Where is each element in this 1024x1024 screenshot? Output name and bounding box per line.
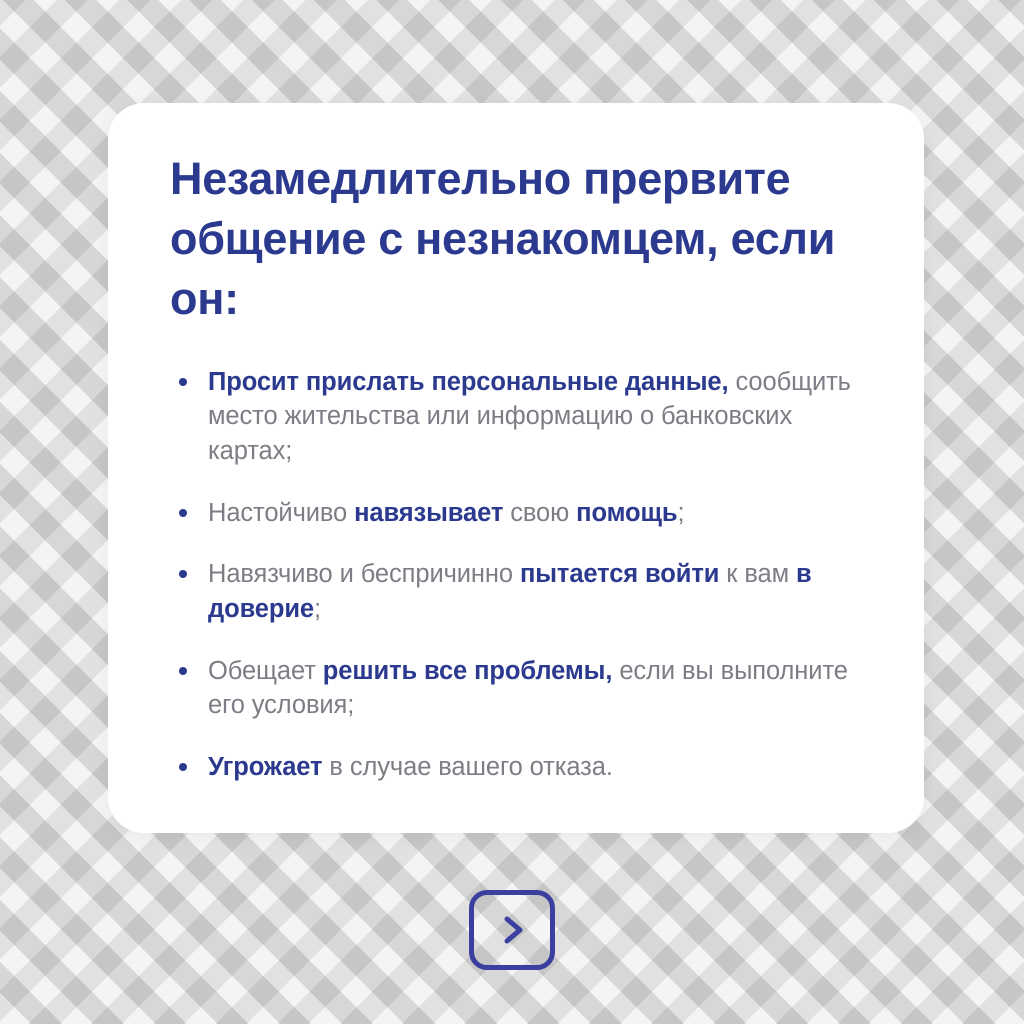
list-item-text: Навязчиво и беспричинно [208, 560, 520, 589]
list-item-text: Настойчиво [208, 498, 355, 527]
list-item-text: ; [677, 498, 685, 527]
list-item-text: к вам [719, 560, 796, 589]
next-slide-button[interactable] [469, 890, 555, 970]
page-title: Незамедлительно прервите общение с незнакомцем, если он: [170, 153, 836, 324]
list-item-emphasis: в доверие [208, 560, 812, 623]
list-item [170, 654, 862, 723]
chevron-right-icon [495, 913, 529, 947]
list-item-text: Обещает [208, 656, 323, 685]
list-item [170, 750, 862, 785]
bullet-icon [179, 378, 187, 386]
bullet-icon [179, 667, 187, 675]
list-item-emphasis: решить все проблемы, [322, 656, 613, 685]
bullet-icon [179, 570, 187, 578]
list-item [170, 557, 862, 626]
list-item-emphasis: Угрожает [208, 752, 323, 781]
warning-list [170, 365, 862, 785]
list-item-text: в случае вашего отказа. [322, 752, 613, 781]
list-item [170, 365, 862, 469]
list-item-text: если вы выполните его условия; [208, 656, 848, 720]
list-item-text: сообщить место жительства или информацию о банковских картах; [208, 367, 851, 465]
bullet-icon [179, 509, 187, 517]
list-item-emphasis: помощь [576, 498, 678, 527]
bullet-icon [179, 763, 187, 771]
list-item-emphasis: пытается войти [519, 560, 720, 589]
list-item-emphasis: навязывает [354, 498, 504, 527]
list-item-emphasis: Просит прислать персональные данные, [208, 367, 729, 396]
list-item-text: свою [503, 498, 577, 527]
list-item-text: ; [314, 594, 322, 623]
content-card [108, 103, 924, 833]
list-item [170, 496, 862, 531]
